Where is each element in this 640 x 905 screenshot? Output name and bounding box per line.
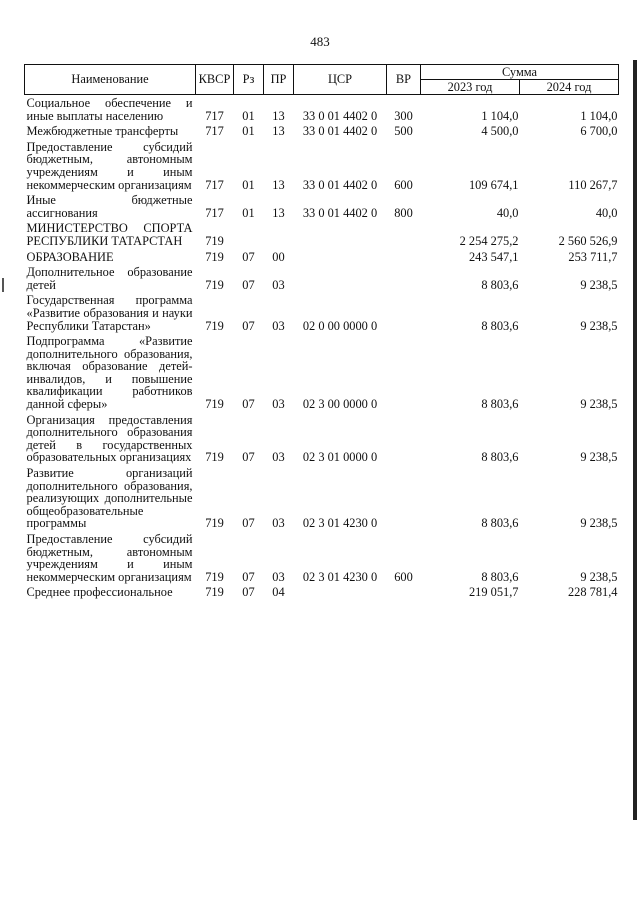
page-number: 483 <box>310 34 330 49</box>
row-name: Государственная программа «Развитие образования и науки Республики Татарстан» <box>26 293 193 333</box>
row-pr: 13 <box>272 124 285 139</box>
row-kvsr: 719 <box>205 233 224 248</box>
row-vr <box>387 586 421 602</box>
header-pr: ПР <box>264 65 294 95</box>
row-sum-2024: 228 781,4 <box>567 585 618 600</box>
row-csr <box>294 586 387 602</box>
row-vr: 600 <box>394 177 413 192</box>
row-rz <box>234 222 264 250</box>
row-sum-2024: 9 238,5 <box>580 277 618 292</box>
row-sum-2024: 2 560 526,9 <box>558 233 618 248</box>
table-row <box>25 294 619 335</box>
row-name: Среднее профессиональное <box>26 585 173 600</box>
row-pr: 03 <box>272 318 285 333</box>
table-row <box>25 251 619 267</box>
table-row <box>25 266 619 294</box>
header-vr: ВР <box>387 65 421 95</box>
row-sum-2024: 9 238,5 <box>580 397 618 412</box>
row-kvsr: 719 <box>205 450 224 465</box>
row-sum-2024: 110 267,7 <box>568 177 618 192</box>
row-name: Предоставление субсидий бюджетным, автономным учреждениям и иным некоммерческим организациям <box>26 532 193 584</box>
header-name: Наименование <box>25 65 196 95</box>
row-kvsr: 719 <box>205 516 224 531</box>
row-sum-2024: 1 104,0 <box>580 108 618 123</box>
row-sum-2023: 40,0 <box>496 205 519 220</box>
row-rz: 07 <box>242 569 255 584</box>
row-sum-2023: 219 051,7 <box>468 585 519 600</box>
row-sum-2024: 9 238,5 <box>580 516 618 531</box>
row-vr: 500 <box>394 124 413 139</box>
row-name: Социальное обеспечение и иные выплаты населению <box>26 96 193 123</box>
table-row <box>25 141 619 194</box>
row-vr <box>387 414 421 467</box>
row-kvsr: 719 <box>205 397 224 412</box>
row-csr: 33 0 01 4402 0 <box>302 205 378 220</box>
row-kvsr: 719 <box>205 585 224 600</box>
row-vr <box>387 294 421 335</box>
row-csr: 02 3 01 4230 0 <box>302 569 378 584</box>
table-row <box>25 125 619 141</box>
row-pr: 13 <box>272 177 285 192</box>
row-vr: 300 <box>394 108 413 123</box>
row-rz: 07 <box>242 249 255 264</box>
row-kvsr: 719 <box>205 318 224 333</box>
header-sum: Сумма <box>421 65 619 80</box>
row-csr: 33 0 01 4402 0 <box>302 108 378 123</box>
row-pr: 03 <box>272 569 285 584</box>
row-rz: 07 <box>242 516 255 531</box>
header-rz: Рз <box>234 65 264 95</box>
row-csr: 02 0 00 0000 0 <box>302 318 378 333</box>
table-header <box>25 65 619 95</box>
header-kvsr: КВСР <box>196 65 234 95</box>
row-vr <box>387 251 421 267</box>
row-sum-2024: 40,0 <box>595 205 618 220</box>
row-sum-2023: 1 104,0 <box>481 108 519 123</box>
table-row <box>25 222 619 250</box>
row-pr: 03 <box>272 277 285 292</box>
row-sum-2023: 8 803,6 <box>481 516 519 531</box>
row-sum-2024: 253 711,7 <box>568 249 618 264</box>
row-pr: 04 <box>272 585 285 600</box>
table-body <box>25 95 619 602</box>
row-kvsr: 717 <box>205 177 224 192</box>
row-name: Предоставление субсидий бюджетным, автономным учреждениям и иным некоммерческим организациям <box>26 139 193 192</box>
row-name: Подпрограмма «Развитие дополнительного образования, включая образование детей-инвалидов, и повышение квалификации работников данной сферы» <box>26 334 193 412</box>
row-pr: 03 <box>272 516 285 531</box>
table-row <box>25 194 619 222</box>
row-rz: 07 <box>242 397 255 412</box>
row-vr <box>387 335 421 414</box>
row-sum-2023: 8 803,6 <box>481 397 519 412</box>
row-name: Развитие организаций дополнительного образования, реализующих дополнительные общеобразовательные программы <box>26 466 193 531</box>
row-pr: 13 <box>272 205 285 220</box>
row-name: ОБРАЗОВАНИЕ <box>26 249 114 264</box>
row-rz: 07 <box>242 450 255 465</box>
table-row <box>25 95 619 126</box>
row-pr: 03 <box>272 397 285 412</box>
row-csr: 33 0 01 4402 0 <box>302 177 378 192</box>
row-pr <box>264 222 294 250</box>
row-sum-2023: 8 803,6 <box>481 569 519 584</box>
row-kvsr: 719 <box>205 249 224 264</box>
row-vr <box>387 222 421 250</box>
row-pr: 13 <box>272 108 285 123</box>
header-year-2024: 2024 год <box>520 80 619 95</box>
row-sum-2023: 109 674,1 <box>468 177 519 192</box>
row-name: Организация предоставления дополнительного образования детей в государственных образовательных организациях <box>26 412 193 465</box>
row-csr: 02 3 01 0000 0 <box>302 450 378 465</box>
row-rz: 07 <box>242 277 255 292</box>
row-name: МИНИСТЕРСТВО СПОРТА РЕСПУБЛИКИ ТАТАРСТАН <box>26 221 193 248</box>
scan-margin-mark <box>2 278 4 292</box>
row-vr <box>387 467 421 533</box>
row-kvsr: 719 <box>205 277 224 292</box>
row-sum-2024: 9 238,5 <box>580 569 618 584</box>
row-vr: 600 <box>394 569 413 584</box>
scan-edge-shadow <box>633 60 637 820</box>
row-name: Межбюджетные трансферты <box>26 124 179 139</box>
row-rz: 01 <box>242 177 255 192</box>
row-rz: 01 <box>242 124 255 139</box>
row-sum-2023: 8 803,6 <box>481 450 519 465</box>
header-csr: ЦСР <box>294 65 387 95</box>
row-rz: 07 <box>242 318 255 333</box>
table-row <box>25 335 619 414</box>
row-csr: 02 3 00 0000 0 <box>302 397 378 412</box>
row-name: Дополнительное образование детей <box>26 265 193 292</box>
row-name: Иные бюджетные ассигнования <box>26 193 193 220</box>
row-csr <box>294 266 387 294</box>
row-kvsr: 719 <box>205 569 224 584</box>
row-kvsr: 717 <box>205 124 224 139</box>
row-sum-2024: 9 238,5 <box>580 450 618 465</box>
table-row <box>25 533 619 586</box>
row-sum-2023: 2 254 275,2 <box>459 233 519 248</box>
row-sum-2023: 4 500,0 <box>481 124 519 139</box>
row-kvsr: 717 <box>205 108 224 123</box>
table-row <box>25 467 619 533</box>
header-year-2023: 2023 год <box>421 80 520 95</box>
row-sum-2023: 243 547,1 <box>468 249 519 264</box>
row-sum-2024: 6 700,0 <box>580 124 618 139</box>
row-csr: 33 0 01 4402 0 <box>302 124 378 139</box>
row-sum-2024: 9 238,5 <box>580 318 618 333</box>
row-vr: 800 <box>394 205 413 220</box>
row-sum-2023: 8 803,6 <box>481 318 519 333</box>
row-vr <box>387 266 421 294</box>
row-csr <box>294 251 387 267</box>
row-pr: 03 <box>272 450 285 465</box>
row-kvsr: 717 <box>205 205 224 220</box>
row-sum-2023: 8 803,6 <box>481 277 519 292</box>
row-pr: 00 <box>272 249 285 264</box>
row-rz: 01 <box>242 205 255 220</box>
row-rz: 07 <box>242 585 255 600</box>
budget-table <box>24 64 619 602</box>
table-row <box>25 586 619 602</box>
row-csr: 02 3 01 4230 0 <box>302 516 378 531</box>
row-csr <box>294 222 387 250</box>
row-rz: 01 <box>242 108 255 123</box>
table-row <box>25 414 619 467</box>
